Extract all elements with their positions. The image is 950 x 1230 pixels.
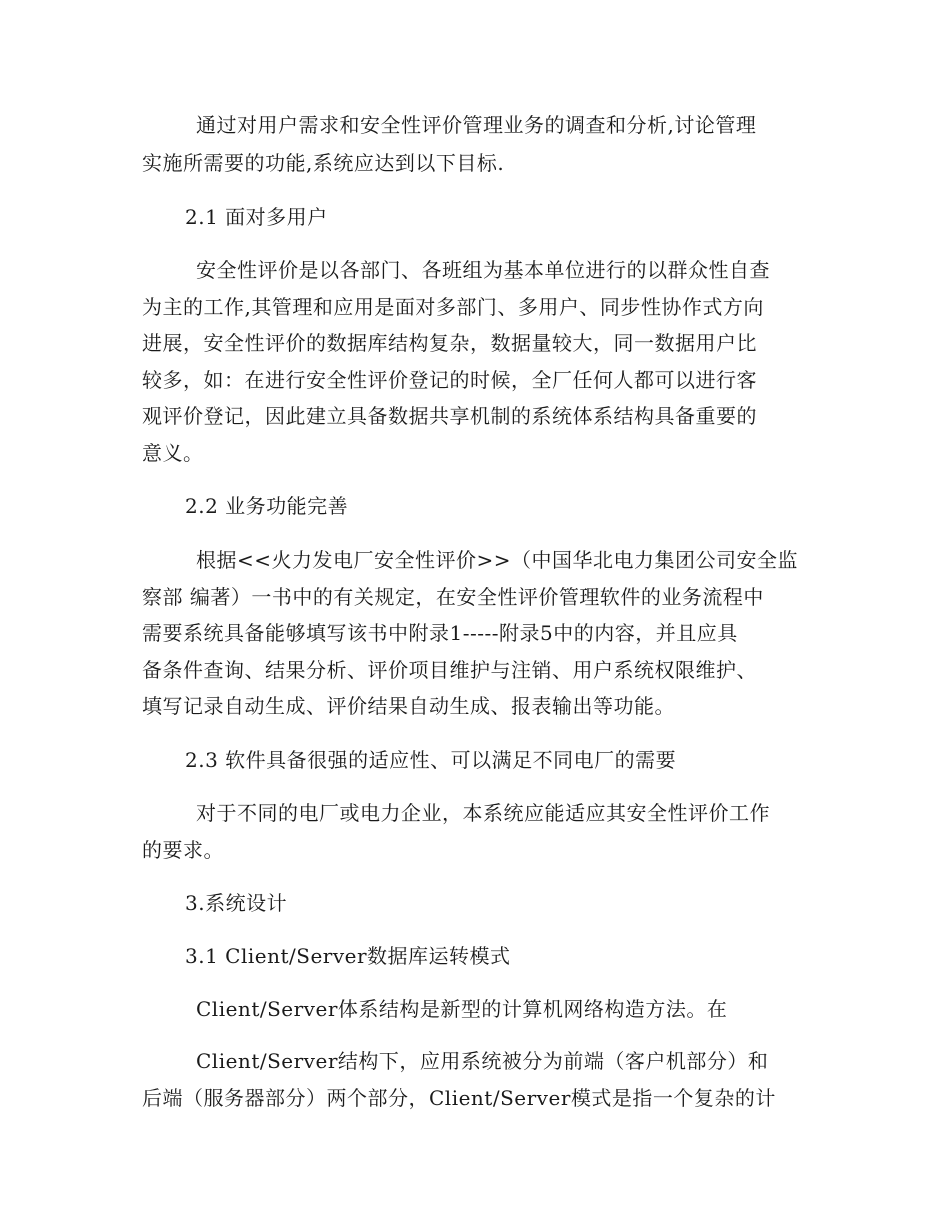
paragraph-line: 安全性评价是以各部门、各班组为基本单位进行的以群众性自查 xyxy=(196,258,770,282)
section-heading-2-3: 2.3 软件具备很强的适应性、可以满足不同电厂的需要 xyxy=(185,748,677,772)
paragraph-line: 需要系统具备能够填写该书中附录1-----附录5中的内容，并且应具 xyxy=(142,621,738,645)
paragraph-line: 观评价登记，因此建立具备数据共享机制的系统体系结构具备重要的 xyxy=(142,404,757,428)
section-heading-3: 3.系统设计 xyxy=(185,891,288,915)
paragraph-line: 意义。 xyxy=(142,441,204,465)
paragraph-line: 进展，安全性评价的数据库结构复杂，数据量较大，同一数据用户比 xyxy=(142,331,757,355)
paragraph-line: 根据<<火力发电厂安全性评价>>（中国华北电力集团公司安全监 xyxy=(196,548,799,572)
section-heading-2-2: 2.2 业务功能完善 xyxy=(185,494,349,518)
paragraph-line: 通过对用户需求和安全性评价管理业务的调查和分析,讨论管理 xyxy=(196,113,757,137)
section-heading-3-1: 3.1 Client/Server数据库运转模式 xyxy=(185,944,511,968)
paragraph-line: 实施所需要的功能,系统应达到以下目标. xyxy=(142,151,505,175)
paragraph-line: 较多，如：在进行安全性评价登记的时候，全厂任何人都可以进行客 xyxy=(142,368,757,392)
section-heading-2-1: 2.1 面对多用户 xyxy=(185,205,328,229)
paragraph-line: 填写记录自动生成、评价结果自动生成、报表输出等功能。 xyxy=(142,694,675,718)
paragraph-line: 的要求。 xyxy=(142,838,224,862)
paragraph-line: 对于不同的电厂或电力企业，本系统应能适应其安全性评价工作 xyxy=(196,801,770,825)
paragraph-line: 为主的工作,其管理和应用是面对多部门、多用户、同步性协作式方向 xyxy=(142,295,764,319)
paragraph-line: 后端（服务器部分）两个部分，Client/Server模式是指一个复杂的计 xyxy=(142,1086,776,1110)
paragraph-line: Client/Server结构下，应用系统被分为前端（客户机部分）和 xyxy=(196,1049,769,1073)
paragraph-line: 备条件查询、结果分析、评价项目维护与注销、用户系统权限维护、 xyxy=(142,658,757,682)
paragraph-line: 察部 编著）一书中的有关规定，在安全性评价管理软件的业务流程中 xyxy=(142,585,764,609)
paragraph-line: Client/Server体系结构是新型的计算机网络构造方法。在 xyxy=(196,997,728,1021)
